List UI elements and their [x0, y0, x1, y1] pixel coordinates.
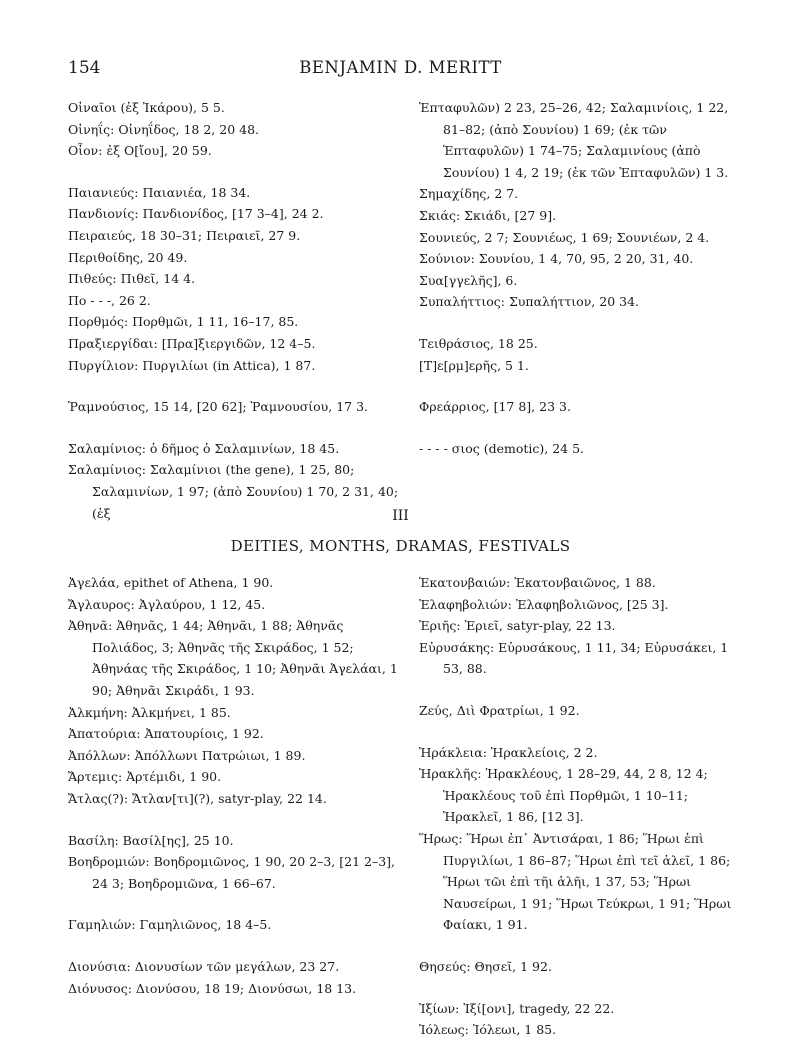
entry-group-gap [68, 376, 408, 396]
index-entry: Ἐριῆς: Ἐριεῖ, satyr-play, 22 13. [419, 618, 616, 634]
entry-group-gap [419, 680, 735, 700]
index-entry: Συπαλήττιος: Συπαλήττιον, 20 34. [419, 294, 640, 310]
index-entry: Βοηδρομιών: Βοηδρομιῶνος, 1 90, 20 2–3, [21 2–3], 24 3; Βοηδρομιῶνα, 1 66–67. [68, 854, 396, 891]
index-entry: Σημαχίδης, 2 7. [419, 186, 519, 202]
index-entry: Εὐρυσάκης: Εὐρυσάκους, 1 11, 34; Εὐρυσάκει, 1 53, 88. [419, 639, 729, 677]
index-entry: Σαλαμίνιος: ὁ δῆμος ὁ Σαλαμινίων, 18 45. [68, 440, 340, 456]
index-entry: Σουνιεύς, 2 7; Σουνιέως, 1 69; Σουνιέων, 2 4. [419, 229, 710, 245]
entry-group-gap [419, 936, 735, 956]
entry-group-gap [419, 313, 735, 333]
index-entry: - - - - σιος (demotic), 24 5. [419, 440, 585, 456]
index-entry: Σούνιον: Σουνίου, 1 4, 70, 95, 2 20, 31, 40. [419, 251, 694, 267]
index-entry: [Τ]ε[ρμ]ερῆς, 5 1. [419, 357, 529, 373]
index-entry: Ἀπόλλων: Ἀπόλλωνι Πατρώιωι, 1 89. [68, 747, 306, 763]
index-column-lower-left [68, 572, 408, 999]
index-entry: Ἑκατονβαιών: Ἑκατονβαιῶνος, 1 88. [419, 575, 656, 590]
index-entry: Ἥρως: Ἥρωι ἐπ᾽ Ἀντισάραι, 1 86; Ἥρωι ἐπὶ Πυργιλίωι, 1 86–87; Ἥρωι ἐπὶ τεῖ ἁλεῖ, 1 86; Ἥρωι τῶι ἐπὶ τῆι ἁλῆι, 1 37, 53; Ἥρωι Ναυσείρωι, 1 91; Ἥρωι Τεύκρωι, 1 91; Ἥρωι Φαίακι, 1 91. [419, 830, 732, 933]
index-entry: Ἄρτεμις: Ἀρτέμιδι, 1 90. [68, 769, 222, 785]
index-entry: Ζεύς, Διὶ Φρατρίωι, 1 92. [419, 702, 580, 718]
index-entry: Περιθοίδης, 20 49. [68, 249, 188, 265]
index-entry: Ἰξίων: Ἰξί[ονι], tragedy, 22 22. [419, 1000, 615, 1016]
index-entry: Οἰνηΐς: Οἰνηΐδος, 18 2, 20 48. [68, 121, 259, 137]
index-column-lower-right [419, 572, 735, 1041]
index-entry: Σκιάς: Σκιάδι, [27 9]. [419, 207, 557, 223]
index-entry: Βασίλη: Βασίλ[ης], 25 10. [68, 832, 234, 848]
entry-group-gap [68, 418, 408, 438]
index-entry: Πυργίλιον: Πυργιλίωι (in Attica), 1 87. [68, 357, 316, 373]
index-entry: Πιθεύς: Πιθεῖ, 14 4. [68, 271, 196, 287]
index-entry: Ἄγλαυρος: Ἀγλαύρου, 1 12, 45. [68, 596, 266, 612]
entry-group-gap [68, 936, 408, 956]
running-head: BENJAMIN D. MERITT [299, 58, 502, 77]
index-entry: Φρεάρριος, [17 8], 23 3. [419, 399, 571, 415]
index-entry: Πορθμός: Πορθμῶι, 1 11, 16–17, 85. [68, 314, 299, 330]
entry-group-gap [419, 978, 735, 998]
index-entry: Ἑπταφυλῶν) 2 23, 25–26, 42; Σαλαμινίοις, 1 22, 81–82; (ἀπὸ Σουνίου) 1 69; (ἐκ τῶν Ἑπταφυλῶν) 1 74–75; Σαλαμινίους (ἀπὸ Σουνίου) 1 4, 2 19; (ἐκ τῶν Ἑπταφυλῶν) 1 3. [419, 100, 729, 180]
section-title: DEITIES, MONTHS, DRAMAS, FESTIVALS [230, 537, 571, 555]
index-entry: Ἰόλεως: Ἰόλεωι, 1 85. [419, 1022, 557, 1038]
index-entry: Πο - - -, 26 2. [68, 292, 151, 308]
index-entry: Οἰναῖοι (ἐξ Ἰκάρου), 5 5. [68, 100, 225, 115]
index-entry: Ἀπατούρια: Ἀπατουρίοις, 1 92. [68, 726, 264, 742]
index-entry: Οἶον: ἐξ Ο[ἴου], 20 59. [68, 143, 212, 159]
index-entry: Ῥαμνούσιος, 15 14, [20 62]; Ῥαμνουσίου, 17 3. [68, 399, 368, 415]
index-entry: Ἡρακλῆς: Ἡρακλέους, 1 28–29, 44, 2 8, 12 4; Ἡρακλέους τοῦ ἐπὶ Πορθμῶι, 1 10–11; Ἡρακλεῖ, 1 86, [12 3]. [419, 766, 708, 825]
index-entry: Γαμηλιών: Γαμηλιῶνος, 18 4–5. [68, 917, 272, 933]
index-entry: Συα[γγελῆς], 6. [419, 272, 518, 288]
entry-group-gap [419, 722, 735, 742]
index-entry: Πανδιονίς: Πανδιονίδος, [17 3–4], 24 2. [68, 206, 324, 222]
index-entry: Τειθράσιος, 18 25. [419, 335, 538, 351]
index-entry: Πραξιεργίδαι: [Πρα]ξιεργιδῶν, 12 4–5. [68, 335, 316, 351]
section-number: III [392, 508, 409, 524]
page-number: 154 [68, 58, 101, 78]
index-entry: Ἀθηνᾶ: Ἀθηνᾶς, 1 44; Ἀθηνᾶι, 1 88; Ἀθηνᾶς Πολιάδος, 3; Ἀθηνᾶς τῆς Σκιράδος, 1 52; Ἀθηνάας τῆς Σκιράδος, 1 10; Ἀθηνᾶι Ἀγελάαι, 1 90; Ἀθηνᾶι Σκιράδι, 1 93. [68, 618, 398, 698]
index-column-upper-left [68, 97, 408, 524]
index-entry: Ἄτλας(?): Ἄτλαν[τι](?), satyr-play, 22 14. [68, 790, 327, 806]
entry-group-gap [419, 376, 735, 396]
index-entry: Θησεύς: Θησεῖ, 1 92. [419, 958, 552, 974]
index-entry: Διονύσια: Διονυσίων τῶν μεγάλων, 23 27. [68, 958, 340, 974]
entry-group-gap [419, 418, 735, 438]
entry-group-gap [68, 894, 408, 914]
index-entry: Ἀλκμήνη: Ἀλκμήνει, 1 85. [68, 704, 231, 720]
index-entry: Ἀγελάα, epithet of Athena, 1 90. [68, 575, 274, 590]
index-entry: Ἐλαφηβολιών: Ἐλαφηβολιῶνος, [25 3]. [419, 596, 669, 612]
index-entry: Παιανιεύς: Παιανιέα, 18 34. [68, 184, 251, 200]
index-entry: Διόνυσος: Διονύσου, 18 19; Διονύσωι, 18 13. [68, 980, 357, 996]
index-entry: Ἡράκλεια: Ἡρακλείοις, 2 2. [419, 744, 598, 760]
index-entry: Πειραιεύς, 18 30–31; Πειραιεῖ, 27 9. [68, 227, 301, 243]
entry-group-gap [68, 162, 408, 182]
index-column-upper-right [419, 97, 735, 459]
entry-group-gap [68, 810, 408, 830]
index-entry: Σαλαμίνιος: Σαλαμίνιοι (the gene), 1 25, 80; Σαλαμινίων, 1 97; (ἀπὸ Σουνίου) 1 70, 2 31, 40; (ἐξ [68, 462, 399, 521]
